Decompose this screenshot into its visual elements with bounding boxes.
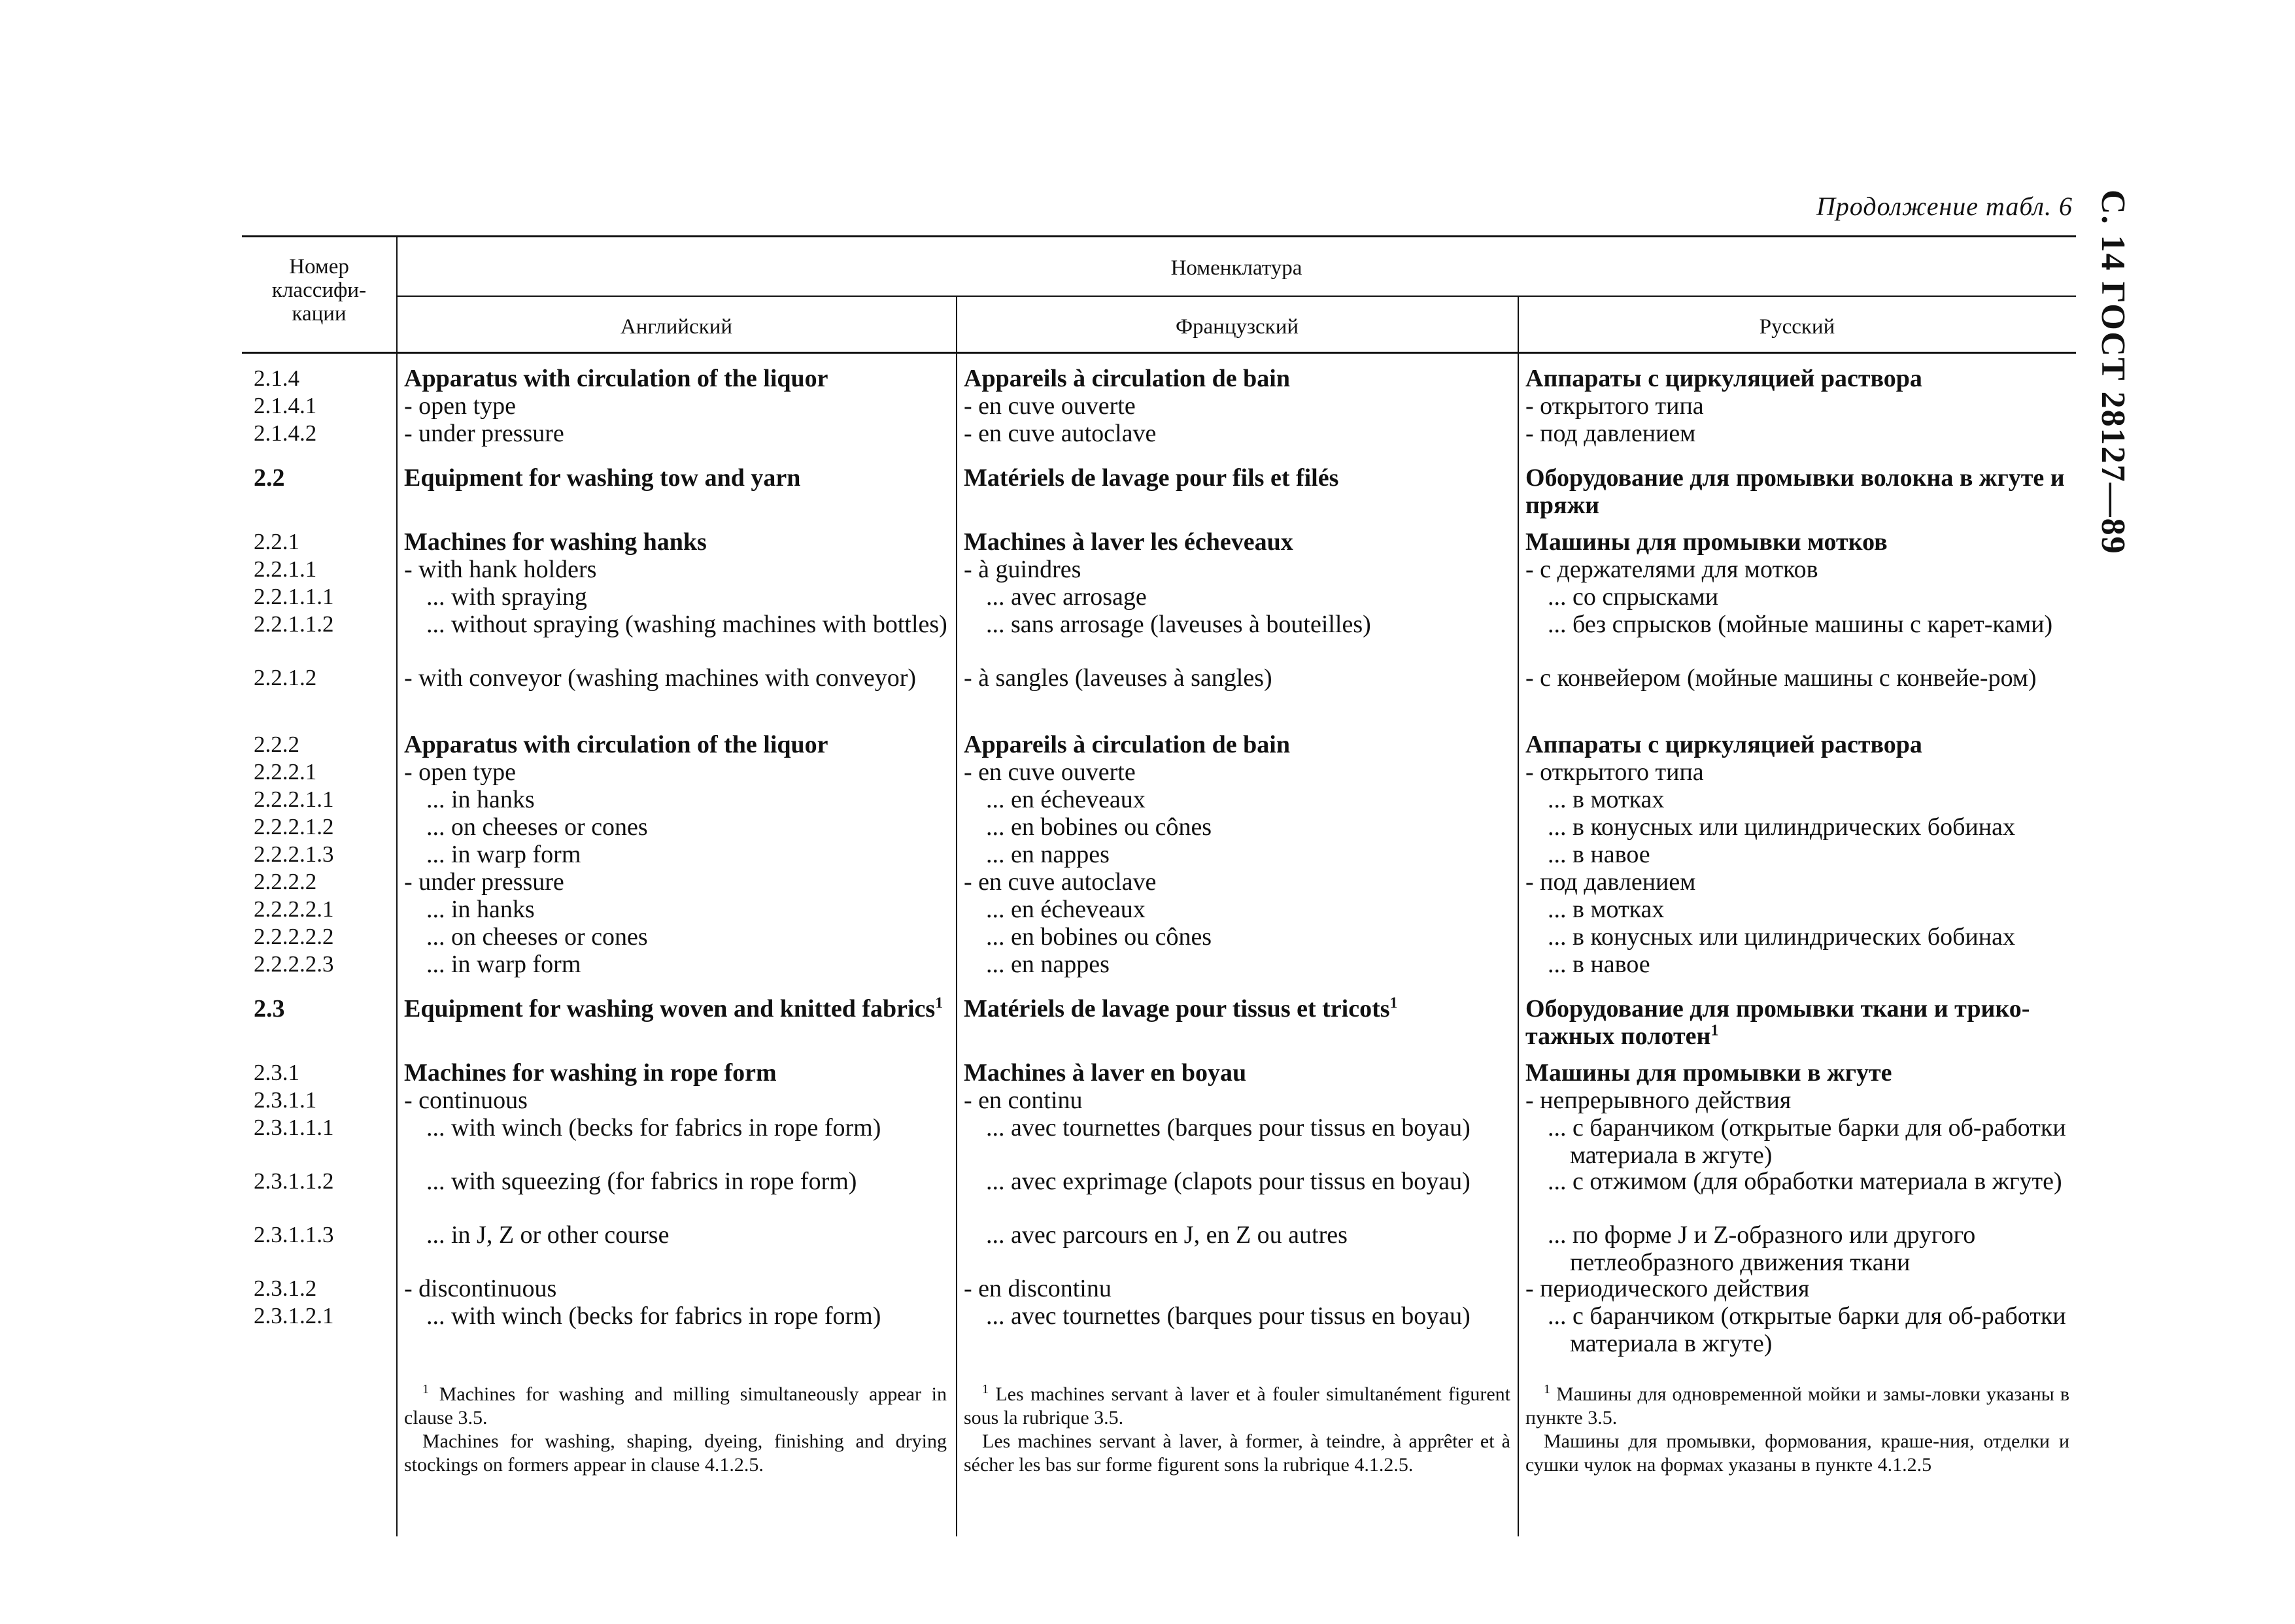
- term-fr: ... avec parcours en J, en Z ou autres: [986, 1221, 1348, 1249]
- page-side-header: [2089, 190, 2148, 555]
- term-ru: ... в мотках: [1548, 786, 1665, 813]
- term-fr: ... en écheveaux: [986, 786, 1146, 813]
- term-en: ... with squeezing (for fabrics in rope form): [426, 1168, 857, 1195]
- footnote-ref: 1: [935, 994, 944, 1012]
- term-en: - under pressure: [404, 420, 564, 447]
- term-ru: ... в конусных или цилиндрических бобинах: [1548, 923, 2015, 951]
- footnote-en-1: Machines for washing and milling simultaneously appear in clause 3.5.: [404, 1383, 947, 1429]
- classification-number: 2.2.1: [254, 529, 299, 554]
- term-en: ... in hanks: [426, 786, 535, 813]
- term-en: - under pressure: [404, 868, 564, 896]
- term-ru: - открытого типа: [1525, 392, 1704, 420]
- term-fr: - en cuve ouverte: [964, 758, 1136, 786]
- header-mid-rule: [397, 296, 2076, 297]
- term-ru: ... со спрысками: [1548, 583, 1719, 611]
- term-fr: Matériels de lavage pour fils et filés: [964, 464, 1339, 492]
- term-en: Apparatus with circulation of the liquor: [404, 365, 828, 392]
- footnote-french: [964, 1383, 1510, 1477]
- footnote-marker: 1: [1544, 1382, 1550, 1396]
- term-ru: - под давлением: [1525, 868, 1696, 896]
- term-ru: ... в навое: [1548, 841, 1650, 868]
- classification-number: 2.3.1.2.1: [254, 1303, 334, 1328]
- term-en: ... with winch (becks for fabrics in rope form): [426, 1302, 881, 1330]
- term-fr: - en cuve ouverte: [964, 392, 1136, 420]
- term-en: Machines for washing hanks: [404, 528, 707, 556]
- term-fr: - à sangles (laveuses à sangles): [964, 664, 1272, 692]
- term-ru: Машины для промывки в жгуте: [1525, 1059, 1892, 1087]
- term-en: - with conveyor (washing machines with conveyor): [404, 664, 917, 692]
- term-fr: ... avec exprimage (clapots pour tissus en boyau): [986, 1168, 1470, 1195]
- term-en: Apparatus with circulation of the liquor: [404, 731, 828, 758]
- footnote-marker: 1: [422, 1382, 429, 1396]
- term-ru: Оборудование для промывки волокна в жгуте и пряжи: [1525, 464, 2065, 519]
- term-en: ... in warp form: [426, 951, 581, 978]
- footnote-fr-1: Les machines servant à laver et à fouler simultanément figurent sous la rubrique 3.5.: [964, 1383, 1511, 1429]
- term-en: ... on cheeses or cones: [426, 923, 648, 951]
- term-fr: ... avec arrosage: [986, 583, 1147, 611]
- term-ru: - с держателями для мотков: [1525, 556, 1818, 583]
- classification-number: 2.3.1.1: [254, 1087, 317, 1113]
- classification-number: 2.2.2.1.3: [254, 841, 334, 867]
- classification-number: 2.2.1.2: [254, 665, 317, 690]
- term-fr: ... en nappes: [986, 951, 1110, 978]
- classification-number: 2.1.4.1: [254, 393, 317, 418]
- term-fr: ... sans arrosage (laveuses à bouteilles): [986, 611, 1371, 638]
- classification-number: 2.2.1.1.1: [254, 584, 334, 609]
- classification-number: 2.2.2.2.3: [254, 951, 334, 977]
- classification-number: 2.2.2.1.2: [254, 814, 334, 839]
- term-ru: Аппараты с циркуляцией раствора: [1525, 365, 1922, 392]
- term-ru: - непрерывного действия: [1525, 1087, 1792, 1114]
- footnote-marker: 1: [982, 1382, 989, 1396]
- term-fr: ... avec tournettes (barques pour tissus en boyau): [986, 1114, 1470, 1142]
- classification-number: 2.2.2.1: [254, 759, 317, 785]
- term-en: Equipment for washing woven and knitted fabrics$^1$: [404, 994, 944, 1023]
- classification-number: 2.2.2.2: [254, 869, 317, 894]
- classification-number: 2.2.2.2.1: [254, 896, 334, 922]
- footnote-ru-1: Машины для одновременной мойки и замы-ловки указаны в пункте 3.5.: [1525, 1383, 2069, 1429]
- header-nomenclature: Номенклатура: [1170, 256, 1302, 280]
- footnote-en-2: Machines for washing, shaping, dyeing, finishing and drying stockings on formers appear in clause 4.1.2.5.: [404, 1430, 947, 1476]
- term-en: - discontinuous: [404, 1275, 557, 1302]
- term-en: ... in warp form: [426, 841, 581, 868]
- term-ru: ... с баранчиком (открытые барки для об-работки материала в жгуте): [1548, 1302, 2066, 1357]
- term-fr: ... en bobines ou cônes: [986, 923, 1212, 951]
- term-en: Equipment for washing tow and yarn: [404, 464, 801, 492]
- classification-number: 2.2.2.1.1: [254, 787, 334, 812]
- term-ru: Аппараты с циркуляцией раствора: [1525, 731, 1922, 758]
- table-continuation-label: Продолжение табл. 6: [1816, 192, 2073, 221]
- classification-number: 2.3.1: [254, 1060, 299, 1085]
- term-fr: Appareils à circulation de bain: [964, 731, 1290, 758]
- term-fr: Machines à laver les écheveaux: [964, 528, 1293, 556]
- term-fr: ... avec tournettes (barques pour tissus en boyau): [986, 1302, 1470, 1330]
- term-ru: ... в мотках: [1548, 896, 1665, 923]
- term-en: ... without spraying (washing machines with bottles): [426, 611, 947, 638]
- standard-designation: С. 14 ГОСТ 28127—89: [2094, 190, 2132, 555]
- header-classification: Номер классифи- кации: [271, 255, 367, 326]
- term-en: ... with winch (becks for fabrics in rope form): [426, 1114, 881, 1142]
- term-fr: Appareils à circulation de bain: [964, 365, 1290, 392]
- term-fr: - en cuve autoclave: [964, 868, 1157, 896]
- term-fr: Machines à laver en boyau: [964, 1059, 1247, 1087]
- header-bottom-rule: [242, 352, 2076, 354]
- classification-number: 2.3.1.1.3: [254, 1222, 334, 1247]
- term-fr: Matériels de lavage pour tissus et tricots$^1$: [964, 994, 1398, 1023]
- header-english: Английский: [620, 315, 733, 339]
- classification-number: 2.2.1.1.2: [254, 611, 334, 637]
- term-ru: ... с баранчиком (открытые барки для об-работки материала в жгуте): [1548, 1114, 2066, 1169]
- term-fr: - à guindres: [964, 556, 1081, 583]
- classification-number: 2.2: [254, 464, 285, 492]
- classification-number: 2.2.2.2.2: [254, 924, 334, 949]
- footnote-english: [404, 1383, 947, 1477]
- footnote-ref: 1: [1389, 994, 1398, 1012]
- header-russian: Русский: [1759, 315, 1835, 339]
- header-french: Французский: [1175, 315, 1299, 339]
- classification-number: 2.3.1.1.1: [254, 1115, 334, 1140]
- term-ru: - под давлением: [1525, 420, 1696, 447]
- term-ru: ... в конусных или цилиндрических бобинах: [1548, 813, 2015, 841]
- classification-number: 2.1.4.2: [254, 420, 317, 446]
- table-top-rule: [242, 235, 2076, 237]
- term-ru: ... с отжимом (для обработки материала в жгуте): [1548, 1168, 2062, 1195]
- term-fr: - en discontinu: [964, 1275, 1112, 1302]
- footnote-russian: [1525, 1383, 2069, 1477]
- column-divider: [396, 235, 398, 1536]
- classification-number: 2.1.4: [254, 365, 299, 391]
- term-fr: - en continu: [964, 1087, 1083, 1114]
- term-ru: ... в навое: [1548, 951, 1650, 978]
- classification-number: 2.3.1.1.2: [254, 1168, 334, 1194]
- footnote-ref: 1: [1710, 1022, 1719, 1040]
- term-en: - open type: [404, 392, 516, 420]
- term-en: - with hank holders: [404, 556, 597, 583]
- term-fr: - en cuve autoclave: [964, 420, 1157, 447]
- classification-number: 2.2.2: [254, 732, 299, 757]
- term-ru: ... без спрысков (мойные машины с карет-ками): [1548, 611, 2053, 638]
- footnote-fr-2: Les machines servant à laver, à former, à teindre, à apprêter et à sécher les bas sur forme figurent sons la rubrique 4.1.2.5.: [964, 1430, 1510, 1476]
- term-en: - continuous: [404, 1087, 528, 1114]
- term-ru: - периодического действия: [1525, 1275, 1810, 1302]
- classification-number: 2.3.1.2: [254, 1276, 317, 1301]
- term-ru: - открытого типа: [1525, 758, 1704, 786]
- term-en: Machines for washing in rope form: [404, 1059, 777, 1087]
- term-en: - open type: [404, 758, 516, 786]
- term-ru: Машины для промывки мотков: [1525, 528, 1888, 556]
- term-en: ... in hanks: [426, 896, 535, 923]
- term-en: ... in J, Z or other course: [426, 1221, 670, 1249]
- term-ru: Оборудование для промывки ткани и трико-тажных полотен$^1$: [1525, 995, 2030, 1050]
- classification-number: 2.2.1.1: [254, 556, 317, 582]
- term-en: ... on cheeses or cones: [426, 813, 648, 841]
- term-fr: ... en nappes: [986, 841, 1110, 868]
- classification-number: 2.3: [254, 995, 285, 1023]
- term-fr: ... en bobines ou cônes: [986, 813, 1212, 841]
- footnote-ru-2: Машины для промывки, формования, краше-ния, отделки и сушки чулок на формах указаны в пункте 4.1.2.5: [1525, 1430, 2069, 1476]
- term-fr: ... en écheveaux: [986, 896, 1146, 923]
- term-ru: - с конвейером (мойные машины с конвейе-ром): [1525, 664, 2037, 692]
- term-en: ... with spraying: [426, 583, 587, 611]
- term-ru: ... по форме J и Z-образного или другого петлеобразного движения ткани: [1548, 1221, 1976, 1276]
